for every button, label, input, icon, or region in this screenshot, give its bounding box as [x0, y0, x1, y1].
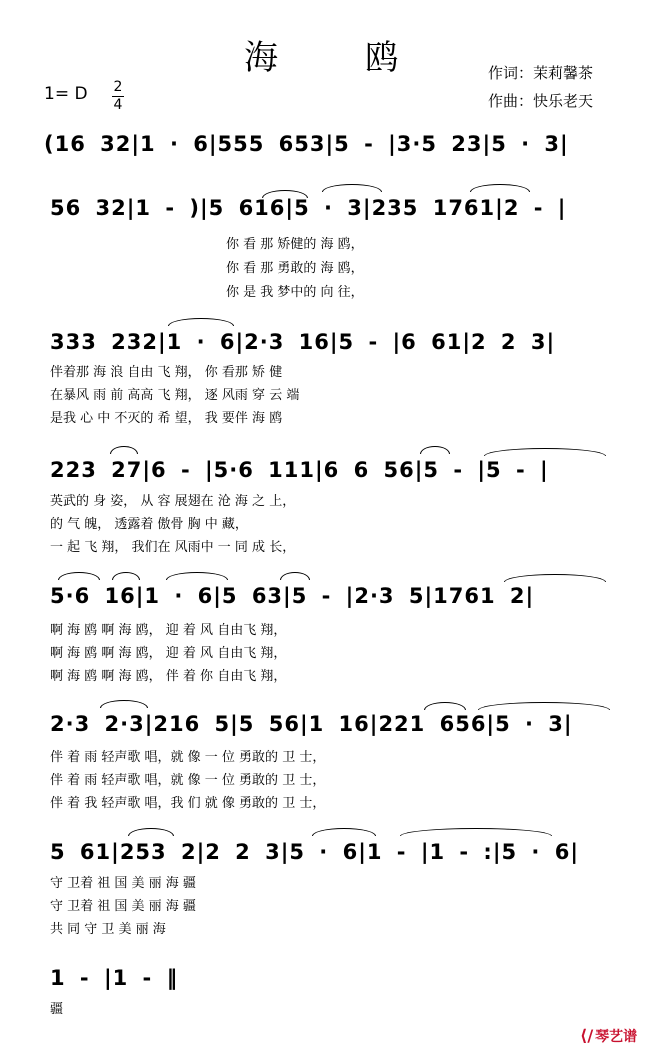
slur-mark — [420, 446, 450, 454]
lyric-line-8-1: 疆 — [50, 1002, 64, 1017]
slur-mark — [112, 572, 140, 580]
lyric-line-3-2: 在暴风 雨 前 高高 飞 翔， 逐 风雨 穿 云 端 — [50, 388, 300, 403]
time-signature — [112, 80, 124, 113]
slur-mark — [322, 184, 382, 192]
lyric-line-3-1: 伴着那 海 浪 自由 飞 翔， 你 看那 矫 健 — [50, 365, 283, 380]
logo-mark: ⟨/ — [580, 1026, 594, 1045]
score-line-2: 56 32|1 - )|5 616|5 · 3|235 1761|2 - | — [50, 196, 567, 220]
lyric-line-2-3: 你 是 我 梦中的 向 往， — [226, 285, 364, 300]
time-signature-bottom: 4 — [113, 97, 123, 113]
score-line-1: (16 32|1 · 6|555 653|5 - |3·5 23|5 · 3| — [44, 132, 569, 156]
slur-mark — [484, 448, 606, 456]
slur-mark — [128, 828, 174, 836]
slur-mark — [168, 318, 234, 326]
lyric-line-5-3: 啊 海 鸥 啊 海 鸥， 伴 着 你 自由飞 翔， — [50, 669, 287, 684]
slur-mark — [58, 572, 100, 580]
song-title: 海 鸥 — [244, 38, 437, 78]
lyric-line-5-1: 啊 海 鸥 啊 海 鸥， 迎 着 风 自由飞 翔， — [50, 623, 287, 638]
slur-mark — [262, 190, 308, 198]
lyric-line-5-2: 啊 海 鸥 啊 海 鸥， 迎 着 风 自由飞 翔， — [50, 646, 287, 661]
lyric-line-4-1: 英武的 身 姿， 从 容 展翅在 沧 海 之 上， — [50, 494, 296, 509]
lyric-line-2-1: 你 看 那 矫健的 海 鸥， — [226, 237, 364, 252]
slur-mark — [280, 572, 310, 580]
score-line-3: 333 232|1 · 6|2·3 16|5 - |6 61|2 2 3| — [50, 330, 556, 354]
score-line-8: 1 - |1 - ‖ — [50, 966, 179, 990]
lyric-line-7-1: 守 卫着 祖 国 美 丽 海 疆 — [50, 876, 196, 891]
score-line-5: 5·6 16|1 · 6|5 63|5 - |2·3 5|1761 2| — [50, 584, 535, 608]
score-line-7: 5 61|253 2|2 2 3|5 · 6|1 - |1 - :|5 · 6| — [50, 840, 579, 864]
slur-mark — [110, 446, 138, 454]
slur-mark — [100, 700, 148, 708]
lyric-line-6-1: 伴 着 雨 轻声歌 唱，就 像 一 位 勇敢的 卫 士， — [50, 750, 326, 765]
slur-mark — [400, 828, 552, 836]
site-logo — [580, 1026, 637, 1046]
lyricist-credit: 作词：茉莉馨茶 — [488, 64, 594, 82]
key-signature: 1= D — [44, 84, 88, 104]
lyric-line-6-2: 伴 着 雨 轻声歌 唱，就 像 一 位 勇敢的 卫 士， — [50, 773, 326, 788]
lyric-line-7-2: 守 卫着 祖 国 美 丽 海 疆 — [50, 899, 196, 914]
lyric-line-4-2: 的 气 魄， 透露着 傲骨 胸 中 藏， — [50, 517, 248, 532]
lyric-line-4-3: 一 起 飞 翔， 我们在 风雨中 一 同 成 长， — [50, 540, 296, 555]
slur-mark — [424, 702, 466, 710]
slur-mark — [166, 572, 228, 580]
slur-mark — [478, 702, 610, 710]
lyric-line-6-3: 伴 着 我 轻声歌 唱，我 们 就 像 勇敢的 卫 士， — [50, 796, 326, 811]
score-line-6: 2·3 2·3|216 5|5 56|1 16|221 656|5 · 3| — [50, 712, 573, 736]
lyric-line-2-2: 你 看 那 勇敢的 海 鸥， — [226, 261, 364, 276]
slur-mark — [312, 828, 376, 836]
slur-mark — [470, 184, 530, 192]
lyric-line-3-3: 是我 心 中 不灭的 希 望， 我 要伴 海 鸥 — [50, 411, 283, 426]
time-signature-top: 2 — [113, 79, 123, 95]
logo-text: 琴艺谱 — [595, 1029, 638, 1045]
lyric-line-7-3: 共 同 守 卫 美 丽 海 — [50, 922, 166, 937]
slur-mark — [504, 574, 606, 582]
score-line-4: 223 27|6 - |5·6 111|6 6 56|5 - |5 - | — [50, 458, 549, 482]
composer-credit: 作曲：快乐老天 — [488, 92, 594, 110]
